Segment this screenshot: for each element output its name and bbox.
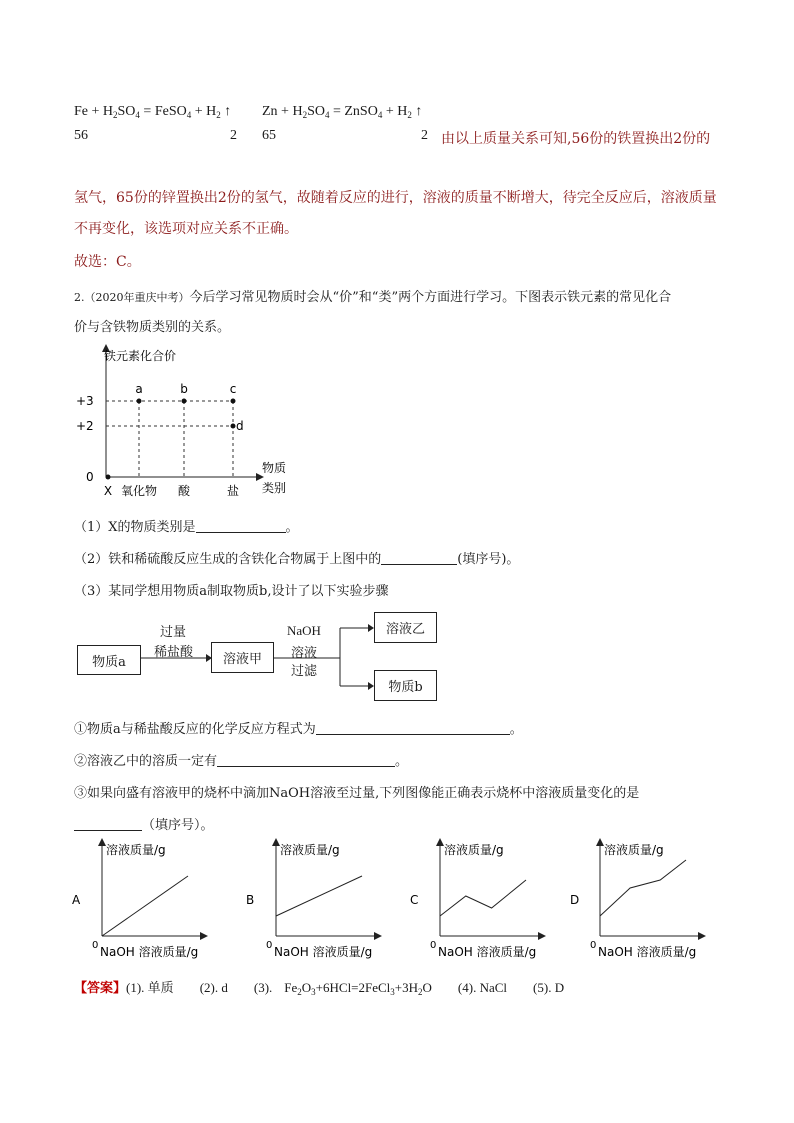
eq1-part: 2 (113, 110, 118, 120)
sub-3-blank[interactable] (74, 816, 142, 831)
eq1-part: 4 (135, 110, 140, 120)
flow-box-start: 物质a (77, 645, 141, 675)
part-1-text: （1）X的物质类别是 (74, 520, 196, 535)
answer-tag: 【答案】 (74, 981, 127, 996)
x-axis-title-2: 类别 (262, 481, 287, 495)
part-2-blank[interactable] (381, 550, 457, 565)
point-label: d (236, 419, 244, 433)
stem-line1: 今后学习常见物质时会从“价”和“类”两个方面进行学习。下图表示铁元素的常见化合 (189, 290, 672, 305)
part-3: （3）某同学想用物质a制取物质b,设计了以下实验步骤 (74, 584, 389, 599)
eq2-part: SO (307, 104, 325, 119)
y-tick-label: +3 (76, 394, 94, 408)
graph-origin: 0 (92, 940, 99, 951)
flow-arrows (60, 608, 440, 708)
mass-fe: 56 (74, 128, 88, 143)
mass-h2-zn: 2 (421, 128, 428, 143)
graph-y-arrow (272, 838, 280, 846)
explanation-line1: 氢气，65份的锌置换出2份的氢气，故随着反应的进行，溶液的质量不断增大，待完全反应后，溶液质量 (74, 190, 717, 206)
point-label: a (135, 382, 143, 396)
x-tick-label: 氧化物 (120, 484, 158, 498)
mass-zn: 65 (262, 128, 276, 143)
graph-option-label: D (570, 893, 580, 907)
sub-question-3-line2 (74, 814, 214, 833)
graph-x-arrow (200, 932, 208, 940)
answer-1: (1). 单质 (126, 980, 174, 995)
valence-point (137, 399, 142, 404)
y-tick-label: +2 (76, 419, 94, 433)
eq1-part: 2 (216, 110, 221, 120)
a3-part: O (422, 980, 432, 995)
arrow-2-label-2: 溶液 (291, 646, 318, 661)
arrow-2-label-3: 过滤 (291, 664, 318, 679)
graph-curve (440, 880, 526, 916)
arrow-2-label-1: NaOH (287, 623, 321, 638)
a3-part: 2 (297, 987, 302, 997)
graph-y-arrow (436, 838, 444, 846)
stem-line2: 价与含铁物质类别的关系。 (74, 320, 231, 335)
graph-option-a (72, 838, 208, 959)
part-2-end: (填序号)。 (457, 552, 520, 567)
graph-option-label: C (410, 893, 419, 907)
eq1-part: ↑ (220, 104, 232, 119)
graph-option-c (410, 838, 546, 959)
eq2-part: + H (382, 104, 408, 119)
graph-x-arrow (538, 932, 546, 940)
sub-1-end: 。 (509, 722, 523, 737)
eq1-part: + H (191, 104, 217, 119)
flow-box-mid: 溶液甲 (211, 642, 274, 673)
eq2-part: ↑ (411, 104, 423, 119)
question-2-stem (74, 286, 671, 305)
sub-2-blank[interactable] (217, 752, 395, 767)
graph-y-arrow (98, 838, 106, 846)
answer-4: (4). NaCl (457, 980, 508, 995)
graph-option-b (246, 838, 382, 959)
graph-x-arrow (374, 932, 382, 940)
a3-part: O (301, 980, 312, 995)
arrow-1-head (206, 654, 212, 662)
x-tick-label: X (103, 484, 113, 498)
eq2-part: Zn + H (262, 104, 303, 119)
sub-question-1 (74, 718, 523, 737)
graph-option-label: B (246, 893, 255, 907)
a3-part: Fe (284, 980, 298, 995)
graph-x-label: NaOH 溶液质量/g (438, 945, 537, 959)
branch-bottom-head (368, 682, 374, 690)
graph-origin: 0 (590, 940, 597, 951)
graph-option-label: A (72, 893, 81, 907)
sub-3-end: （填序号）。 (142, 818, 214, 833)
x-tick-label: 盐 (226, 484, 240, 498)
sub-question-2 (74, 750, 408, 769)
branch-top-head (368, 624, 374, 632)
explanation-start: 由以上质量关系可知,56份的铁置换出2份的 (441, 131, 711, 147)
option-graphs (66, 836, 726, 966)
graph-y-label: 溶液质量/g (444, 843, 504, 857)
part-1 (74, 516, 299, 535)
graph-y-arrow (596, 838, 604, 846)
a3-part: +3H (394, 980, 419, 995)
answer-line (74, 977, 564, 996)
arrow-1-label-top: 过量 (160, 625, 187, 640)
part-1-end: 。 (285, 520, 299, 535)
part-1-blank[interactable] (196, 518, 286, 533)
point-label: c (229, 382, 237, 396)
sub-2-end: 。 (395, 754, 409, 769)
answer-3-prefix: (3). (253, 980, 273, 995)
graph-x-label: NaOH 溶液质量/g (100, 945, 199, 959)
explanation-line2: 不再变化，该选项对应关系不正确。 (74, 221, 298, 237)
eq1-part: SO (117, 104, 136, 119)
graph-y-label: 溶液质量/g (106, 843, 166, 857)
eq2-part: 2 (407, 110, 412, 120)
sub-1-blank[interactable] (316, 720, 510, 735)
a3-part: 3 (311, 987, 316, 997)
graph-curve (600, 860, 686, 916)
sub-2-text: ②溶液乙中的溶质一定有 (74, 754, 218, 769)
mass-h2-fe: 2 (230, 128, 237, 143)
eq1-part: 4 (186, 110, 192, 120)
y-tick-label: 0 (86, 470, 94, 484)
point-label: b (180, 382, 188, 396)
graph-curve (276, 876, 362, 916)
a3-part: +6HCl=2FeCl (315, 980, 391, 995)
flow-box-out1: 溶液乙 (374, 612, 437, 643)
flow-box-out2: 物质b (374, 670, 437, 701)
sub-1-text: ①物质a与稀盐酸反应的化学反应方程式为 (74, 722, 316, 737)
a3-part: 3 (390, 987, 395, 997)
valence-point (231, 424, 236, 429)
answer-choice: 故选：C。 (74, 254, 141, 270)
graph-x-label: NaOH 溶液质量/g (274, 945, 373, 959)
arrow-1-label-bottom: 稀盐酸 (154, 645, 194, 660)
graph-origin: 0 (266, 940, 273, 951)
question-source: 2.（2020年重庆中考） (74, 291, 190, 304)
y-axis-title: 铁元素化合价 (104, 349, 177, 363)
valence-point (182, 399, 187, 404)
eq2-part: 4 (377, 110, 383, 120)
graph-curve (102, 876, 188, 936)
graph-x-label: NaOH 溶液质量/g (598, 945, 697, 959)
graph-y-label: 溶液质量/g (604, 843, 664, 857)
part-2-text: （2）铁和稀硫酸反应生成的含铁化合物属于上图中的 (74, 552, 382, 567)
graph-origin: 0 (430, 940, 437, 951)
a3-part: 2 (418, 987, 423, 997)
graph-option-d (570, 838, 706, 959)
eq2-part: = ZnSO (329, 104, 378, 119)
answer-5: (5). D (533, 980, 565, 995)
graph-y-label: 溶液质量/g (280, 843, 340, 857)
part-2 (74, 548, 519, 567)
valence-point (106, 475, 111, 480)
equation-zn (262, 104, 422, 120)
valence-chart (70, 342, 310, 502)
x-tick-label: 酸 (177, 484, 191, 498)
valence-point (231, 399, 236, 404)
answer-3-equation (284, 980, 432, 995)
eq2-part: 2 (302, 110, 308, 120)
eq1-part: Fe + H (74, 104, 114, 119)
equation-fe (74, 104, 231, 120)
graph-x-arrow (698, 932, 706, 940)
answer-2: (2). d (199, 980, 228, 995)
sub-question-3: ③如果向盛有溶液甲的烧杯中滴加NaOH溶液至过量,下列图像能正确表示烧杯中溶液质量变化的是 (74, 786, 640, 801)
eq1-part: = FeSO (139, 104, 187, 119)
eq2-part: 4 (324, 110, 330, 120)
x-axis-title-1: 物质 (262, 461, 287, 475)
